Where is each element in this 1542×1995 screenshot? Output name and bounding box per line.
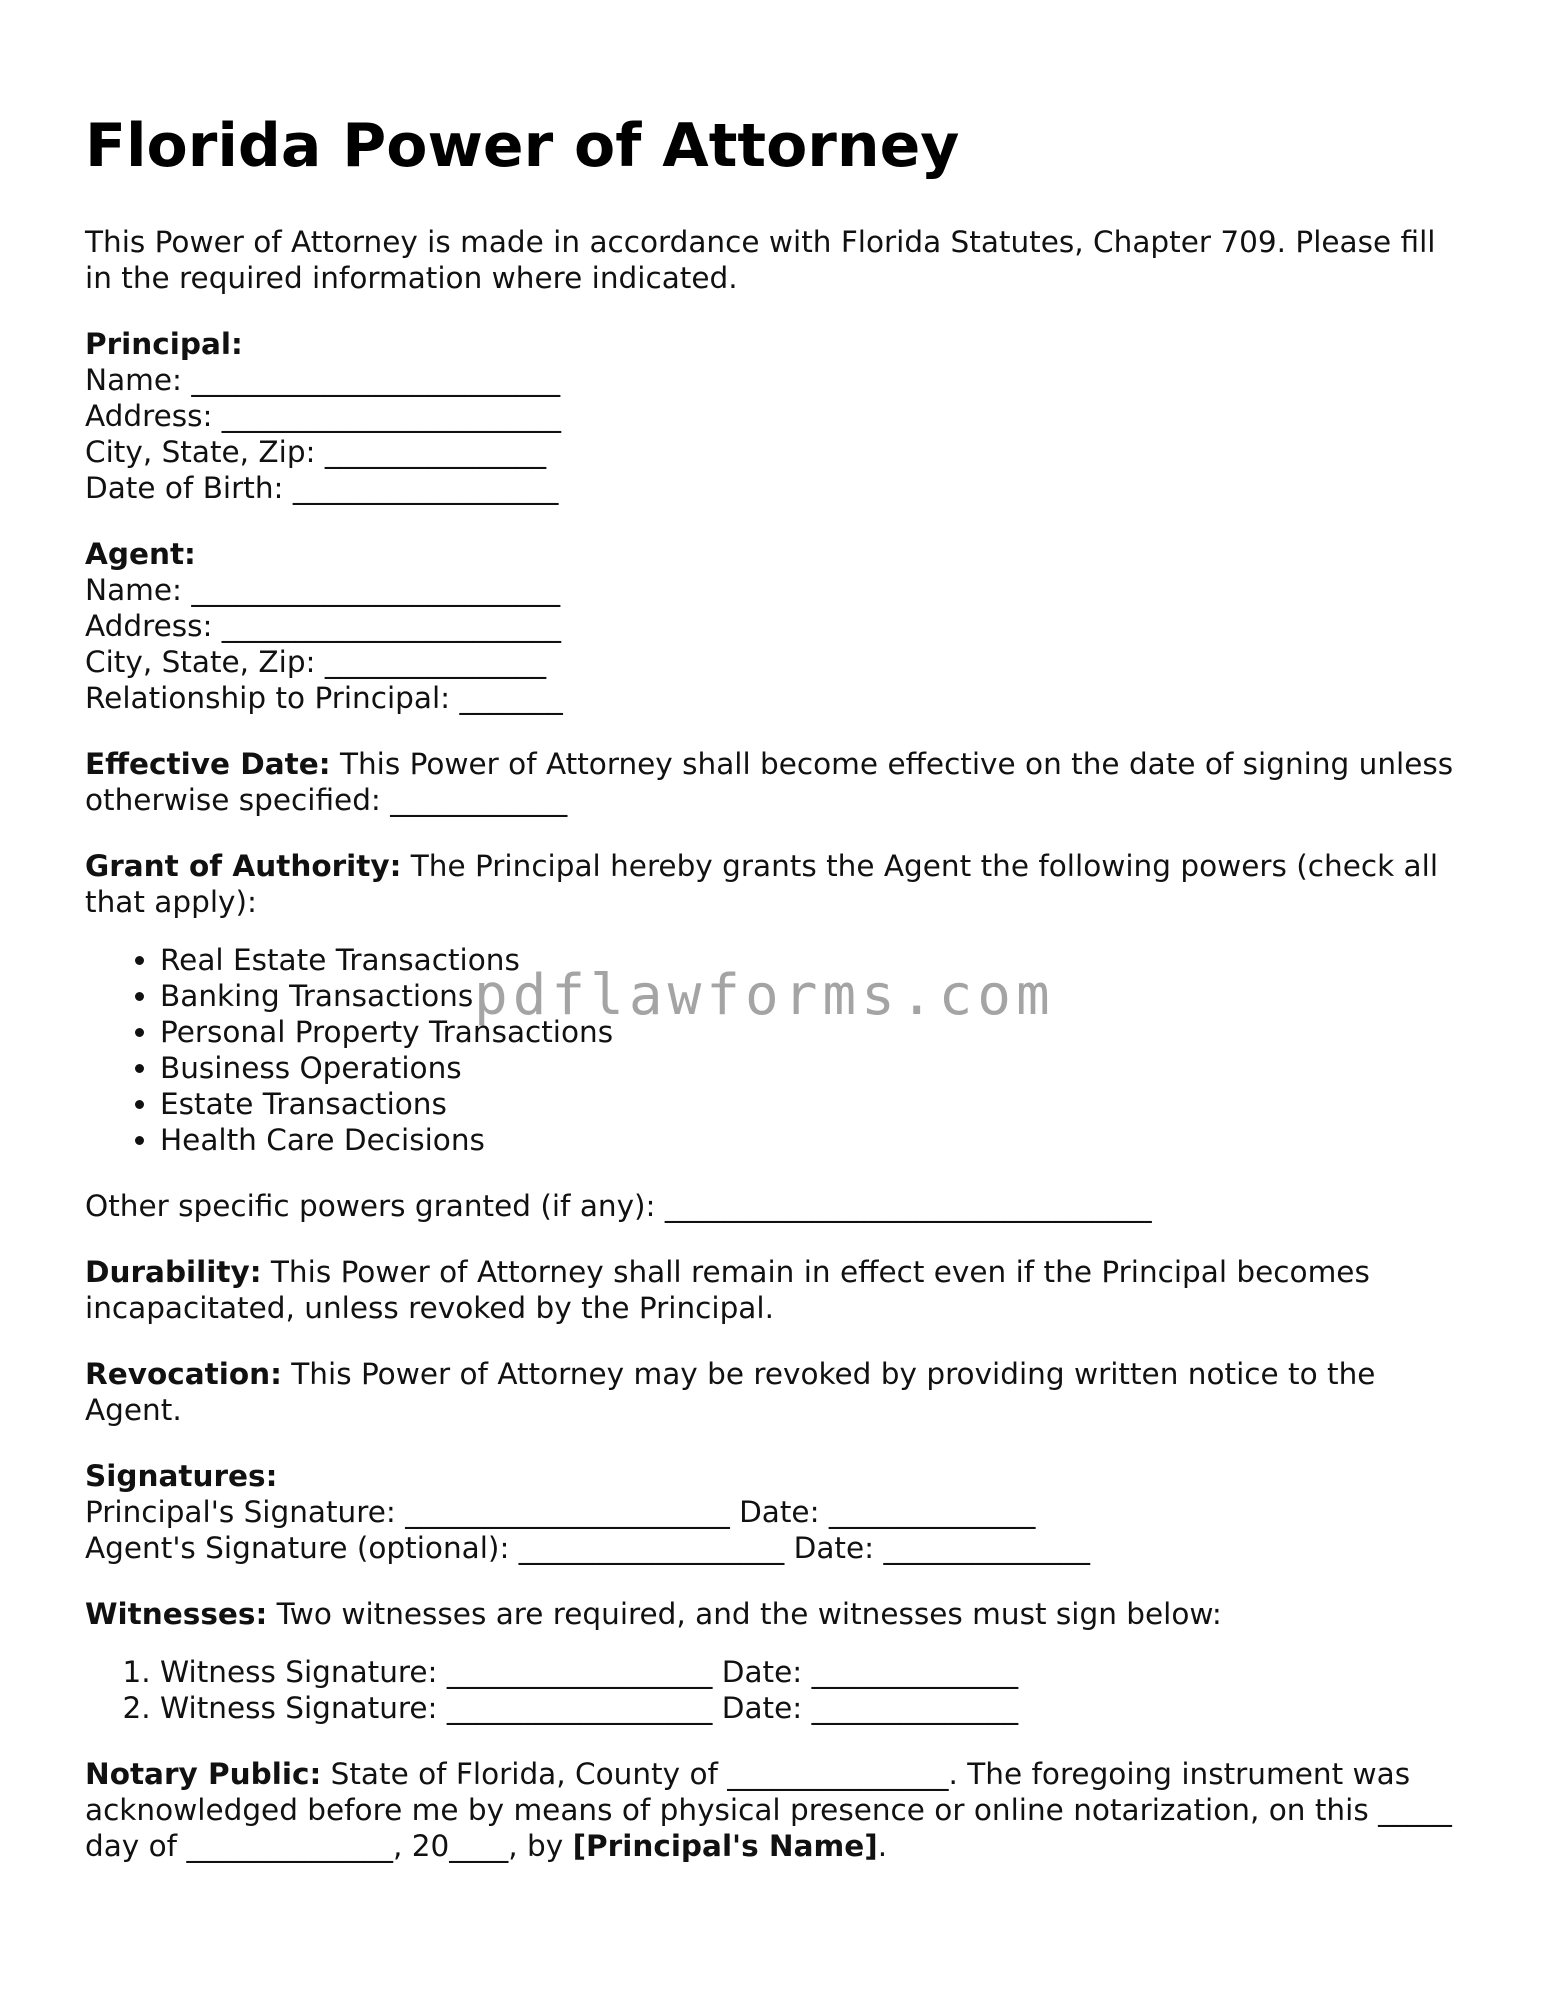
notary-text: State of Florida, County of _______________. The foregoing instrument was acknowledged before me by means of physical presence or online notarization, on this _____ day of ______________, 20____, by	[85, 1757, 1452, 1863]
signatures-section	[85, 1458, 1465, 1566]
agent-relationship-field: Relationship to Principal: _______	[85, 681, 563, 715]
principal-section	[85, 326, 1465, 506]
agent-name-field: Name: _________________________	[85, 573, 561, 607]
effective-date-text: This Power of Attorney shall become effective on the date of signing unless otherwise specified: ____________	[85, 747, 1454, 817]
principal-address-field: Address: _______________________	[85, 399, 562, 433]
notary-end: .	[877, 1829, 888, 1863]
grant-label: Grant of Authority:	[85, 849, 402, 883]
notary-section	[85, 1756, 1465, 1864]
grant-section	[85, 848, 1465, 920]
agent-heading: Agent:	[85, 537, 196, 571]
revocation-label: Revocation:	[85, 1357, 282, 1391]
principal-name-placeholder: [Principal's Name]	[572, 1829, 878, 1863]
power-item: • Real Estate Transactions	[160, 942, 1465, 978]
principal-signature-line: Principal's Signature: ______________________ Date: ______________	[85, 1495, 1036, 1529]
grant-text: The Principal hereby grants the Agent the following powers (check all that apply):	[85, 849, 1439, 919]
agent-signature-line: Agent's Signature (optional): __________________ Date: ______________	[85, 1531, 1090, 1565]
witnesses-text: Two witnesses are required, and the witnesses must sign below:	[267, 1597, 1222, 1631]
effective-date-section	[85, 746, 1465, 818]
principal-heading: Principal:	[85, 327, 243, 361]
watermark: pdflawforms.com	[474, 963, 1055, 1028]
effective-date-label: Effective Date:	[85, 747, 331, 781]
agent-city-field: City, State, Zip: _______________	[85, 645, 547, 679]
notary-label: Notary Public:	[85, 1757, 322, 1791]
witnesses-section	[85, 1596, 1465, 1632]
principal-name-field: Name: _________________________	[85, 363, 561, 397]
intro-paragraph: This Power of Attorney is made in accordance with Florida Statutes, Chapter 709. Please fill in the required information where indicated.	[85, 225, 1436, 295]
witness-list	[85, 1654, 1465, 1726]
power-item: • Health Care Decisions	[160, 1122, 1465, 1158]
signatures-heading: Signatures:	[85, 1459, 278, 1493]
revocation-text: This Power of Attorney may be revoked by providing written notice to the Agent.	[85, 1357, 1376, 1427]
durability-label: Durability:	[85, 1255, 262, 1289]
revocation-section	[85, 1356, 1465, 1428]
agent-address-field: Address: _______________________	[85, 609, 562, 643]
witnesses-label: Witnesses:	[85, 1597, 268, 1631]
page-title: Florida Power of Attorney	[85, 111, 960, 181]
power-item: • Business Operations	[160, 1050, 1465, 1086]
power-item: • Estate Transactions	[160, 1086, 1465, 1122]
other-powers-field: Other specific powers granted (if any): _________________________________	[85, 1189, 1152, 1223]
witness-signature-line: 2. Witness Signature: __________________ Date: ______________	[160, 1690, 1465, 1726]
witness-signature-line: 1. Witness Signature: __________________ Date: ______________	[160, 1654, 1465, 1690]
power-item: • Banking Transactions	[160, 978, 1465, 1014]
durability-section	[85, 1254, 1465, 1326]
document-page	[85, 100, 1465, 1894]
agent-section	[85, 536, 1465, 716]
principal-city-field: City, State, Zip: _______________	[85, 435, 547, 469]
power-item: • Personal Property Transactions	[160, 1014, 1465, 1050]
principal-dob-field: Date of Birth: __________________	[85, 471, 559, 505]
powers-list	[85, 942, 1465, 1158]
durability-text: This Power of Attorney shall remain in effect even if the Principal becomes incapacitated, unless revoked by the Principal.	[85, 1255, 1370, 1325]
